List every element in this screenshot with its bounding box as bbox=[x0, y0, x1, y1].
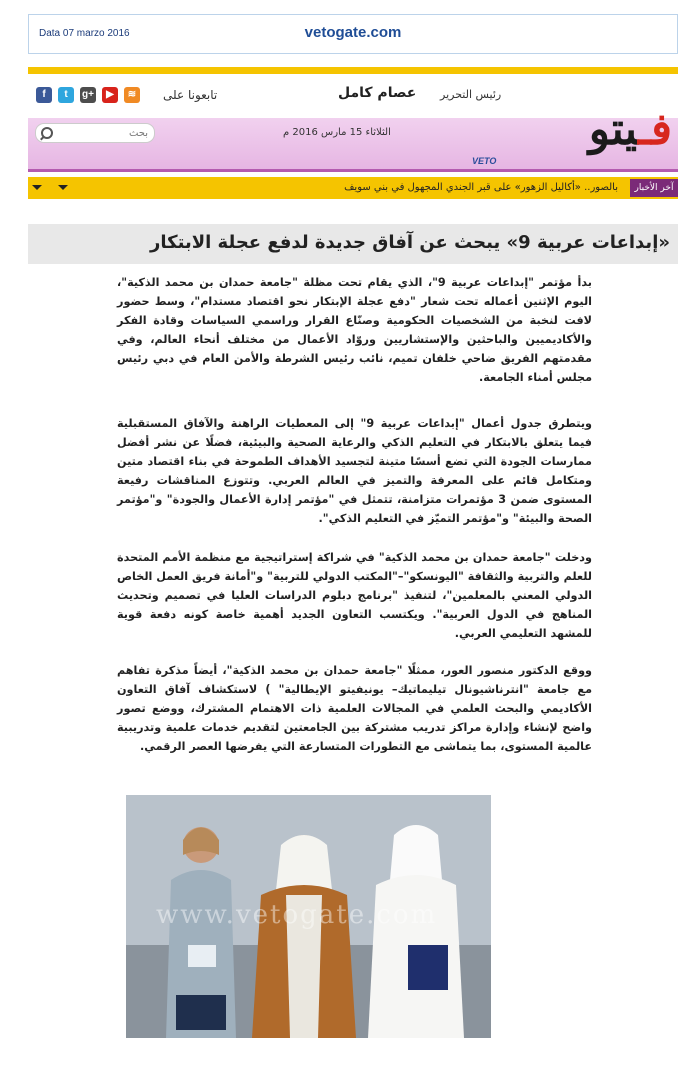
twitter-icon[interactable]: t bbox=[58, 87, 74, 103]
current-date: الثلاثاء 15 مارس 2016 م bbox=[283, 127, 391, 138]
nav-band bbox=[28, 104, 678, 172]
article-paragraph-4: ووقع الدكتور منصور العور، ممثلًا "جامعة حمدان بن محمد الذكية"، أيضاً مذكرة تفاهم مع جامعة "انترناشيونال تيليماتيك– يونيفيتو الإيطالية" ) لاستكشاف آفاق التعاون الأكاديمي والبحث العلمي في المجالات العلمية ذات الاهتمام المشترك، ووضع تصور واضح لإنشاء وإدارة مراكز تدريب مشتركة بين الجامعتين لتقديم خدمات علمية وتدريبية عالمية المستوى، بما يتماشى مع التطورات المتسارعة التي يفرضها العصر الرقمي. bbox=[117, 664, 592, 753]
article-photo bbox=[126, 795, 491, 1038]
ticker-label: آخر الأخبار bbox=[630, 179, 678, 197]
social-links bbox=[36, 87, 140, 103]
search-icon[interactable] bbox=[41, 127, 53, 139]
news-ticker bbox=[28, 177, 678, 199]
youtube-icon[interactable]: ▶ bbox=[102, 87, 118, 103]
article-paragraph-2: ويتطرق جدول أعمال "إبداعات عربية 9" إلى المعطيات الراهنة والآفاق المستقبلية فيما يتعلق بالابتكار في التعليم الذكي والرعاية الصحية والبيئية، فضلًا عن نشر أفضل ممارسات الجودة التي تضع أسسًا متينة لتجسيد الأهداف الطموحة في بناء اقتصاد متين ومتكامل قائم على المعرفة والتميز في العالم العربي. وتتوزع المناقشات رفيعة المستوى ضمن 3 مؤتمرات متزامنة، تتمثل في "مؤتمر إدارة الأعمال والجودة" و"مؤتمر الصحة والبيئة" و"مؤتمر التميّز في التعليم الذكي". bbox=[117, 417, 593, 525]
facebook-icon[interactable]: f bbox=[36, 87, 52, 103]
site-logo[interactable]: فـيتو bbox=[588, 104, 672, 155]
top-info-box bbox=[28, 14, 678, 54]
print-date: Data 07 marzo 2016 bbox=[39, 28, 130, 39]
ticker-next-icon[interactable] bbox=[58, 185, 68, 190]
site-header bbox=[28, 74, 678, 118]
logo-subtitle: VETO bbox=[472, 156, 497, 166]
ticker-prev-icon[interactable] bbox=[32, 185, 42, 190]
article-title-bar bbox=[28, 224, 678, 264]
article-paragraph-3: ودخلت "جامعة حمدان بن محمد الذكية" في شراكة إستراتيجية مع منظمة الأمم المتحدة للعلم والتربية والثقافة "اليونسكو"–"المكتب الدولي للتربية" و"أمانة فريق العمل الخاص الدولي المعني بالمعلمين"، لتنفيذ "برنامج دبلوم الدراسات العليا في تصميم وتحديث المناهج في الدول العربية". ويكتسب التعاون الجديد أهمية خاصة كونه دفعة قوية للمشهد التعليمي العربي. bbox=[117, 551, 592, 640]
follow-us-label: تابعونا على bbox=[163, 88, 218, 102]
rss-icon[interactable]: ≋ bbox=[124, 87, 140, 103]
editor-name: عصام كامل bbox=[338, 85, 417, 101]
header-top-stripe bbox=[28, 67, 678, 74]
google-plus-icon[interactable]: g+ bbox=[80, 87, 96, 103]
article-paragraph-1: بدأ مؤتمر "إبداعات عربية 9"، الذي يقام تحت مظلة "جامعة حمدان بن محمد الذكية"، اليوم الإثنين أعماله تحت شعار "دفع عجلة الإبتكار نحو اقتصاد مستدام"، وسط حضور لافت لنخبة من الشخصيات الحكومية وصنّاع القرار وراسمي السياسات وقادة الفكر والأكاديميين والباحثين والإستشاريين وروّاد الأعمال من مختلف أنحاء العالم، وفي مقدمتهم الفريق ضاحي خلفان تميم، نائب رئيس الشرطة والأمن العام في دبي رئيس مجلس أمناء الجامعة. bbox=[117, 276, 592, 384]
search-box[interactable] bbox=[35, 123, 155, 143]
search-input[interactable] bbox=[56, 125, 150, 141]
article-title: «إبداعات عربية 9» يبحث عن آفاق جديدة لدفع عجلة الابتكار bbox=[150, 232, 670, 253]
editor-in-chief-label: رئيس التحرير bbox=[440, 88, 502, 101]
site-domain[interactable]: vetogate.com bbox=[304, 24, 402, 41]
photo-watermark: www.vetogate.com bbox=[156, 900, 438, 930]
ticker-headline[interactable]: بالصور.. «أكاليل الزهور» على قبر الجندي المجهول في بني سويف bbox=[344, 182, 618, 193]
